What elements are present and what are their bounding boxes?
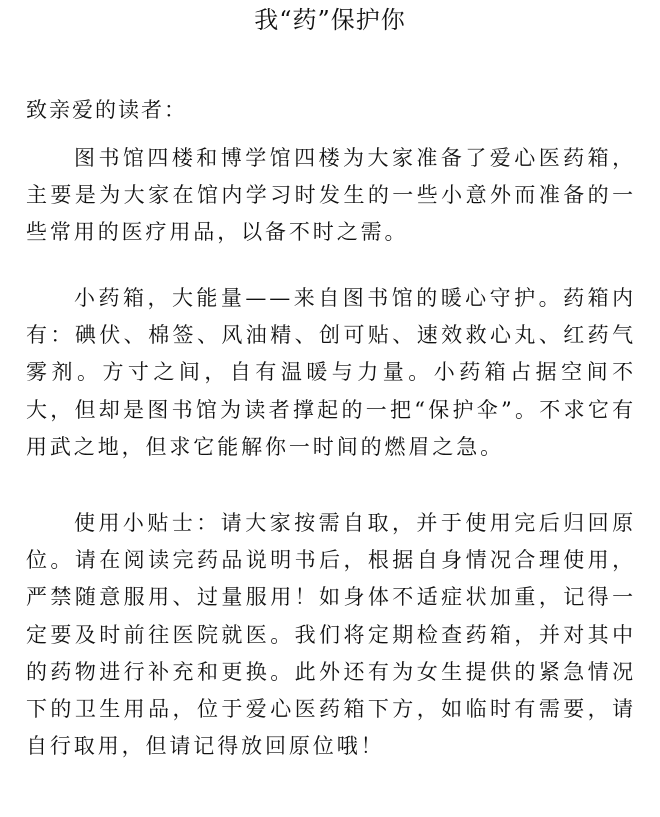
paragraph-tips: 使用小贴士：请大家按需自取，并于使用完后归回原位。请在阅读完药品说明书后，根据自身情况合理使用，严禁随意服用、过量服用！如身体不适症状加重，记得一定要及时前往医院就医。我们将定期检查药箱，并对其中的药物进行补充和更换。此外还有为女生提供的紧急情况下的卫生用品，位于爱心医药箱下方，如临时有需要，请自行取用，但请记得放回原位哦！: [26, 511, 636, 759]
paragraph-contents: 小药箱，大能量——来自图书馆的暖心守护。药箱内有：碘伏、棉签、风油精、创可贴、速效救心丸、红药气雾剂。方寸之间，自有温暖与力量。小药箱占据空间不大，但却是图书馆为读者撑起的一把“保护伞”。不求它有用武之地，但求它能解你一时间的燃眉之急。: [26, 286, 636, 459]
document-title: 我“药”保护你: [254, 6, 406, 34]
salutation: 致亲爱的读者：: [26, 98, 187, 122]
paragraph-intro: 图书馆四楼和博学馆四楼为大家准备了爱心医药箱，主要是为大家在馆内学习时发生的一些小意外而准备的一些常用的医疗用品，以备不时之需。: [26, 146, 636, 245]
